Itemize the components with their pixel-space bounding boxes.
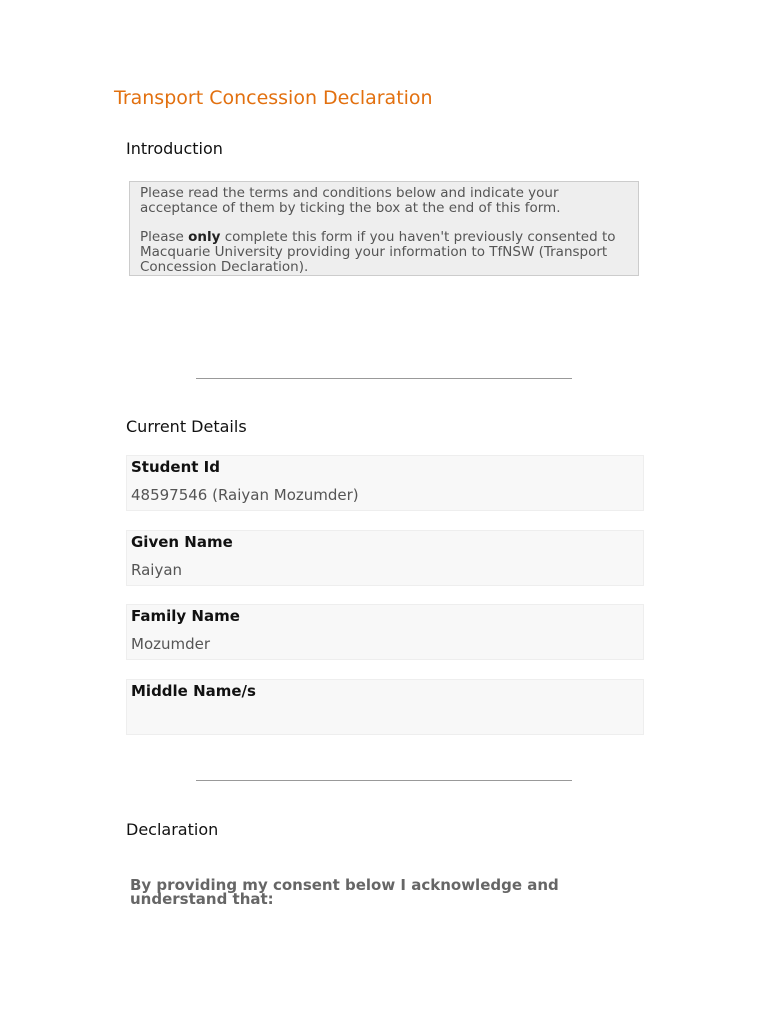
middle-name-field <box>126 679 644 735</box>
introduction-emphasis: only <box>188 229 221 245</box>
family-name-value: Mozumder <box>131 635 211 653</box>
declaration-heading: Declaration <box>126 820 219 839</box>
family-name-label: Family Name <box>131 607 240 625</box>
student-id-label: Student Id <box>131 458 220 476</box>
middle-name-label: Middle Name/s <box>131 682 256 700</box>
section-divider <box>196 378 572 379</box>
introduction-heading: Introduction <box>126 139 223 158</box>
introduction-paragraph-2 <box>140 230 628 275</box>
family-name-field <box>126 604 644 660</box>
student-id-field <box>126 455 644 511</box>
current-details-heading: Current Details <box>126 417 247 436</box>
page-title: Transport Concession Declaration <box>114 87 433 109</box>
declaration-text: By providing my consent below I acknowledge and understand that: <box>130 876 559 908</box>
given-name-label: Given Name <box>131 533 233 551</box>
section-divider <box>196 780 572 781</box>
introduction-box <box>129 181 639 276</box>
introduction-paragraph-1: Please read the terms and conditions below and indicate your acceptance of them by ticking the box at the end of this form. <box>140 185 561 216</box>
introduction-paragraph-2-prefix: Please <box>140 229 189 245</box>
introduction-paragraph-2-suffix: complete this form if you haven't previously consented to Macquarie University providing your information to TfNSW (Transport Concession Declaration). <box>140 229 616 275</box>
student-id-value: 48597546 (Raiyan Mozumder) <box>131 486 359 504</box>
given-name-field <box>126 530 644 586</box>
given-name-value: Raiyan <box>131 561 183 579</box>
